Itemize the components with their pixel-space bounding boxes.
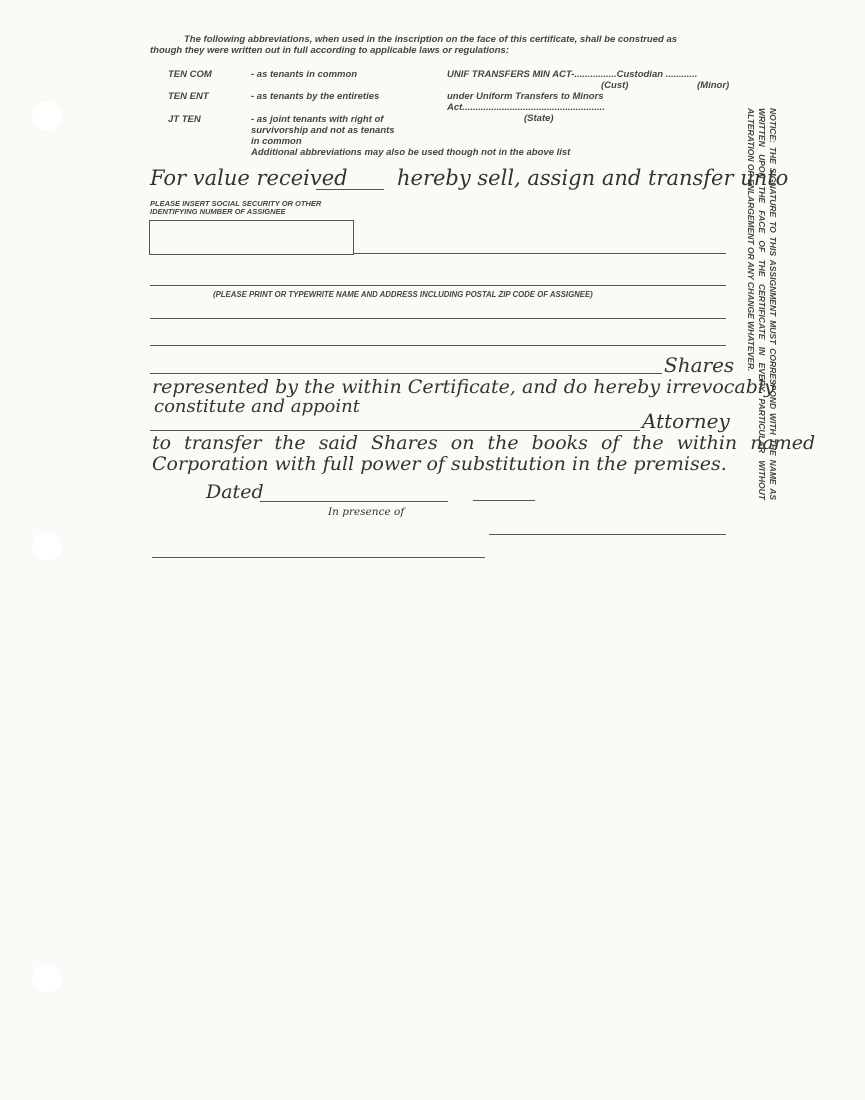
constitute-text: constitute and appoint [154, 396, 360, 417]
assignee-address-line-2[interactable] [150, 345, 726, 346]
abbr-code-ten-com: TEN COM [168, 69, 212, 80]
ssn-label-line-2: IDENTIFYING NUMBER OF ASSIGNEE [150, 207, 286, 216]
attorney-name-line[interactable] [150, 430, 640, 431]
abbr-meaning-ten-com: - as tenants in common [251, 69, 358, 80]
date-year-line[interactable] [473, 500, 535, 501]
to-transfer-text: to transfer the said Shares on the books of the within named [152, 432, 816, 454]
name-address-label: (PLEASE PRINT OR TYPEWRITE NAME AND ADDRESS INCLUDING POSTAL ZIP CODE OF ASSIGNEE) [213, 290, 593, 299]
shares-count-line[interactable] [150, 373, 662, 374]
ssn-label-line-1: PLEASE INSERT SOCIAL SECURITY OR OTHER [150, 199, 322, 208]
assignee-line-1[interactable] [353, 253, 726, 254]
abbr-code-jt-ten: JT TEN [168, 114, 201, 125]
abbr-meaning-ten-ent: - as tenants by the entireties [251, 91, 380, 102]
intro-line-2: though they were written out in full according to applicable laws or regulations: [150, 45, 509, 56]
binder-hole-top [31, 100, 63, 132]
unif-line-3: Act...................................................... [447, 102, 605, 113]
unif-line-2: under Uniform Transfers to Minors [447, 91, 604, 102]
attorney-text: Attorney [642, 409, 730, 433]
unif-minor-label: (Minor) [697, 80, 730, 91]
additional-abbreviations-note: Additional abbreviations may also be used though not in the above list [251, 147, 571, 158]
assignee-name-line[interactable] [150, 285, 726, 286]
for-value-received-text: For value received [150, 166, 348, 190]
assignee-address-line-1[interactable] [150, 318, 726, 319]
shares-text: Shares [664, 353, 735, 377]
signature-line[interactable] [489, 534, 726, 535]
witness-signature-line[interactable] [152, 557, 485, 558]
unif-line-1: UNIF TRANSFERS MIN ACT-................Custodian ............ [447, 69, 698, 80]
date-line[interactable] [260, 501, 448, 502]
value-blank-line[interactable] [316, 189, 384, 190]
binder-hole-middle [31, 530, 63, 562]
dated-text: Dated [206, 481, 264, 503]
intro-line-1: The following abbreviations, when used in the inscription on the face of this certificate, shall be construed as [184, 34, 678, 45]
binder-hole-bottom [31, 962, 63, 994]
signature-notice: NOTICE: THE SIGNATURE TO THIS ASSIGNMENT MUST CORRESPOND WITH THE NAME AS WRITTEN UPON THE FACE OF THE CERTIFICATE IN EVERY PARTICULAR WITHOUT ALTERATION OR ENLARGEMENT OR ANY CHANGE WHATEVER. [746, 108, 778, 500]
abbr-meaning-jt-ten-line-3: in common [251, 136, 302, 147]
abbr-meaning-jt-ten-line-2: survivorship and not as tenants [251, 125, 395, 136]
unif-state-label: (State) [524, 113, 554, 124]
abbr-code-ten-ent: TEN ENT [168, 91, 209, 102]
hereby-sell-text: hereby sell, assign and transfer unto [397, 166, 789, 190]
abbr-meaning-jt-ten-line-1: - as joint tenants with right of [251, 114, 384, 125]
represented-text: represented by the within Certificate, and do hereby irrevocably [152, 376, 775, 398]
in-presence-of-text: In presence of [328, 506, 405, 518]
corporation-text: Corporation with full power of substitution in the premises. [152, 453, 727, 475]
unif-cust-label: (Cust) [601, 80, 629, 91]
ssn-input-box[interactable] [149, 220, 354, 255]
